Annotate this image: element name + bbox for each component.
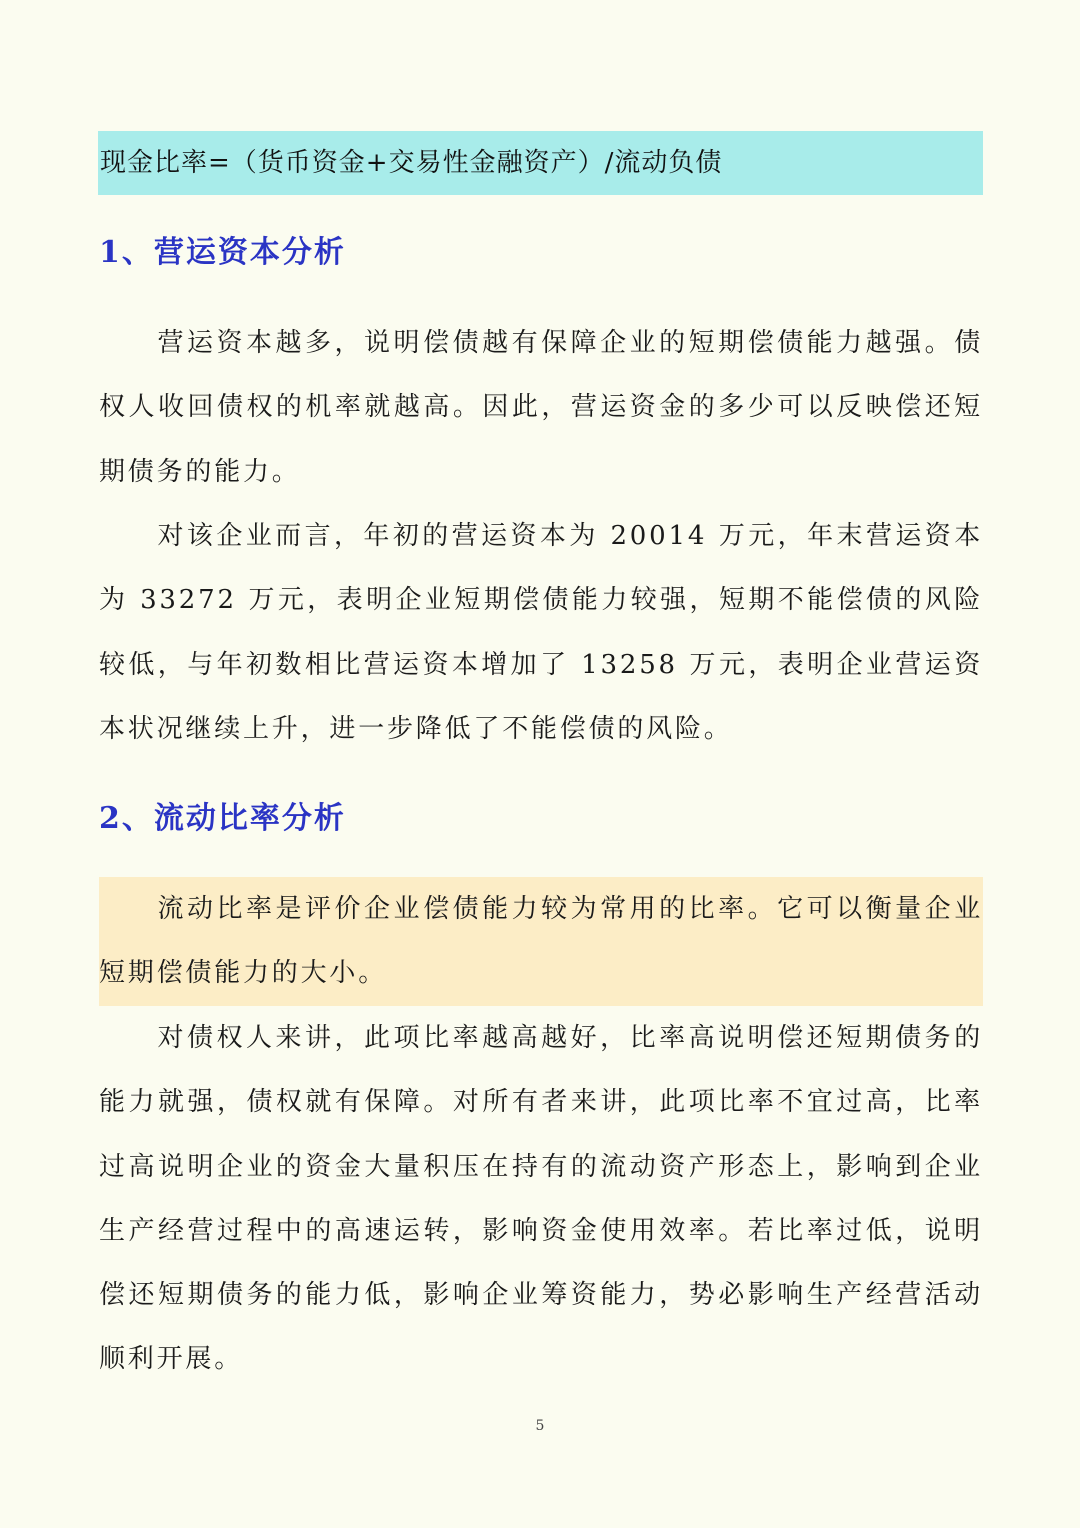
cash-ratio-formula: 现金比率=（货币资金+交易性金融资产）/流动负债: [98, 131, 983, 195]
paragraph-current-ratio-interpretation: 对债权人来讲，此项比率越高越好，比率高说明偿还短期债务的能力就强，债权就有保障。对所有者来讲，此项比率不宜过高，比率过高说明企业的资金大量积压在持有的流动资产形态上，影响到企业生产经营过程中的高速运转，影响资金使用效率。若比率过低，说明偿还短期债务的能力低，影响企业筹资能力，势必影响生产经营活动顺利开展。: [99, 1023, 983, 1375]
section-heading-working-capital: 1、营运资本分析: [99, 235, 346, 270]
paragraph-working-capital-meaning: 营运资本越多，说明偿债越有保障企业的短期偿债能力越强。债权人收回债权的机率就越高。因此，营运资金的多少可以反映偿还短期债务的能力。: [99, 328, 983, 487]
highlighted-paragraph-current-ratio-definition: 流动比率是评价企业偿债能力较为常用的比率。它可以衡量企业短期偿债能力的大小。: [99, 877, 983, 1006]
paragraph-working-capital-figures: 对该企业而言，年初的营运资本为 20014 万元，年末营运资本为 33272 万元，表明企业短期偿债能力较强，短期不能偿债的风险较低，与年初数相比营运资本增加了 13258 万元，表明企业营运资本状况继续上升，进一步降低了不能偿债的风险。: [99, 521, 983, 744]
page-number: 5: [535, 1418, 545, 1434]
section-heading-current-ratio: 2、流动比率分析: [99, 801, 346, 836]
